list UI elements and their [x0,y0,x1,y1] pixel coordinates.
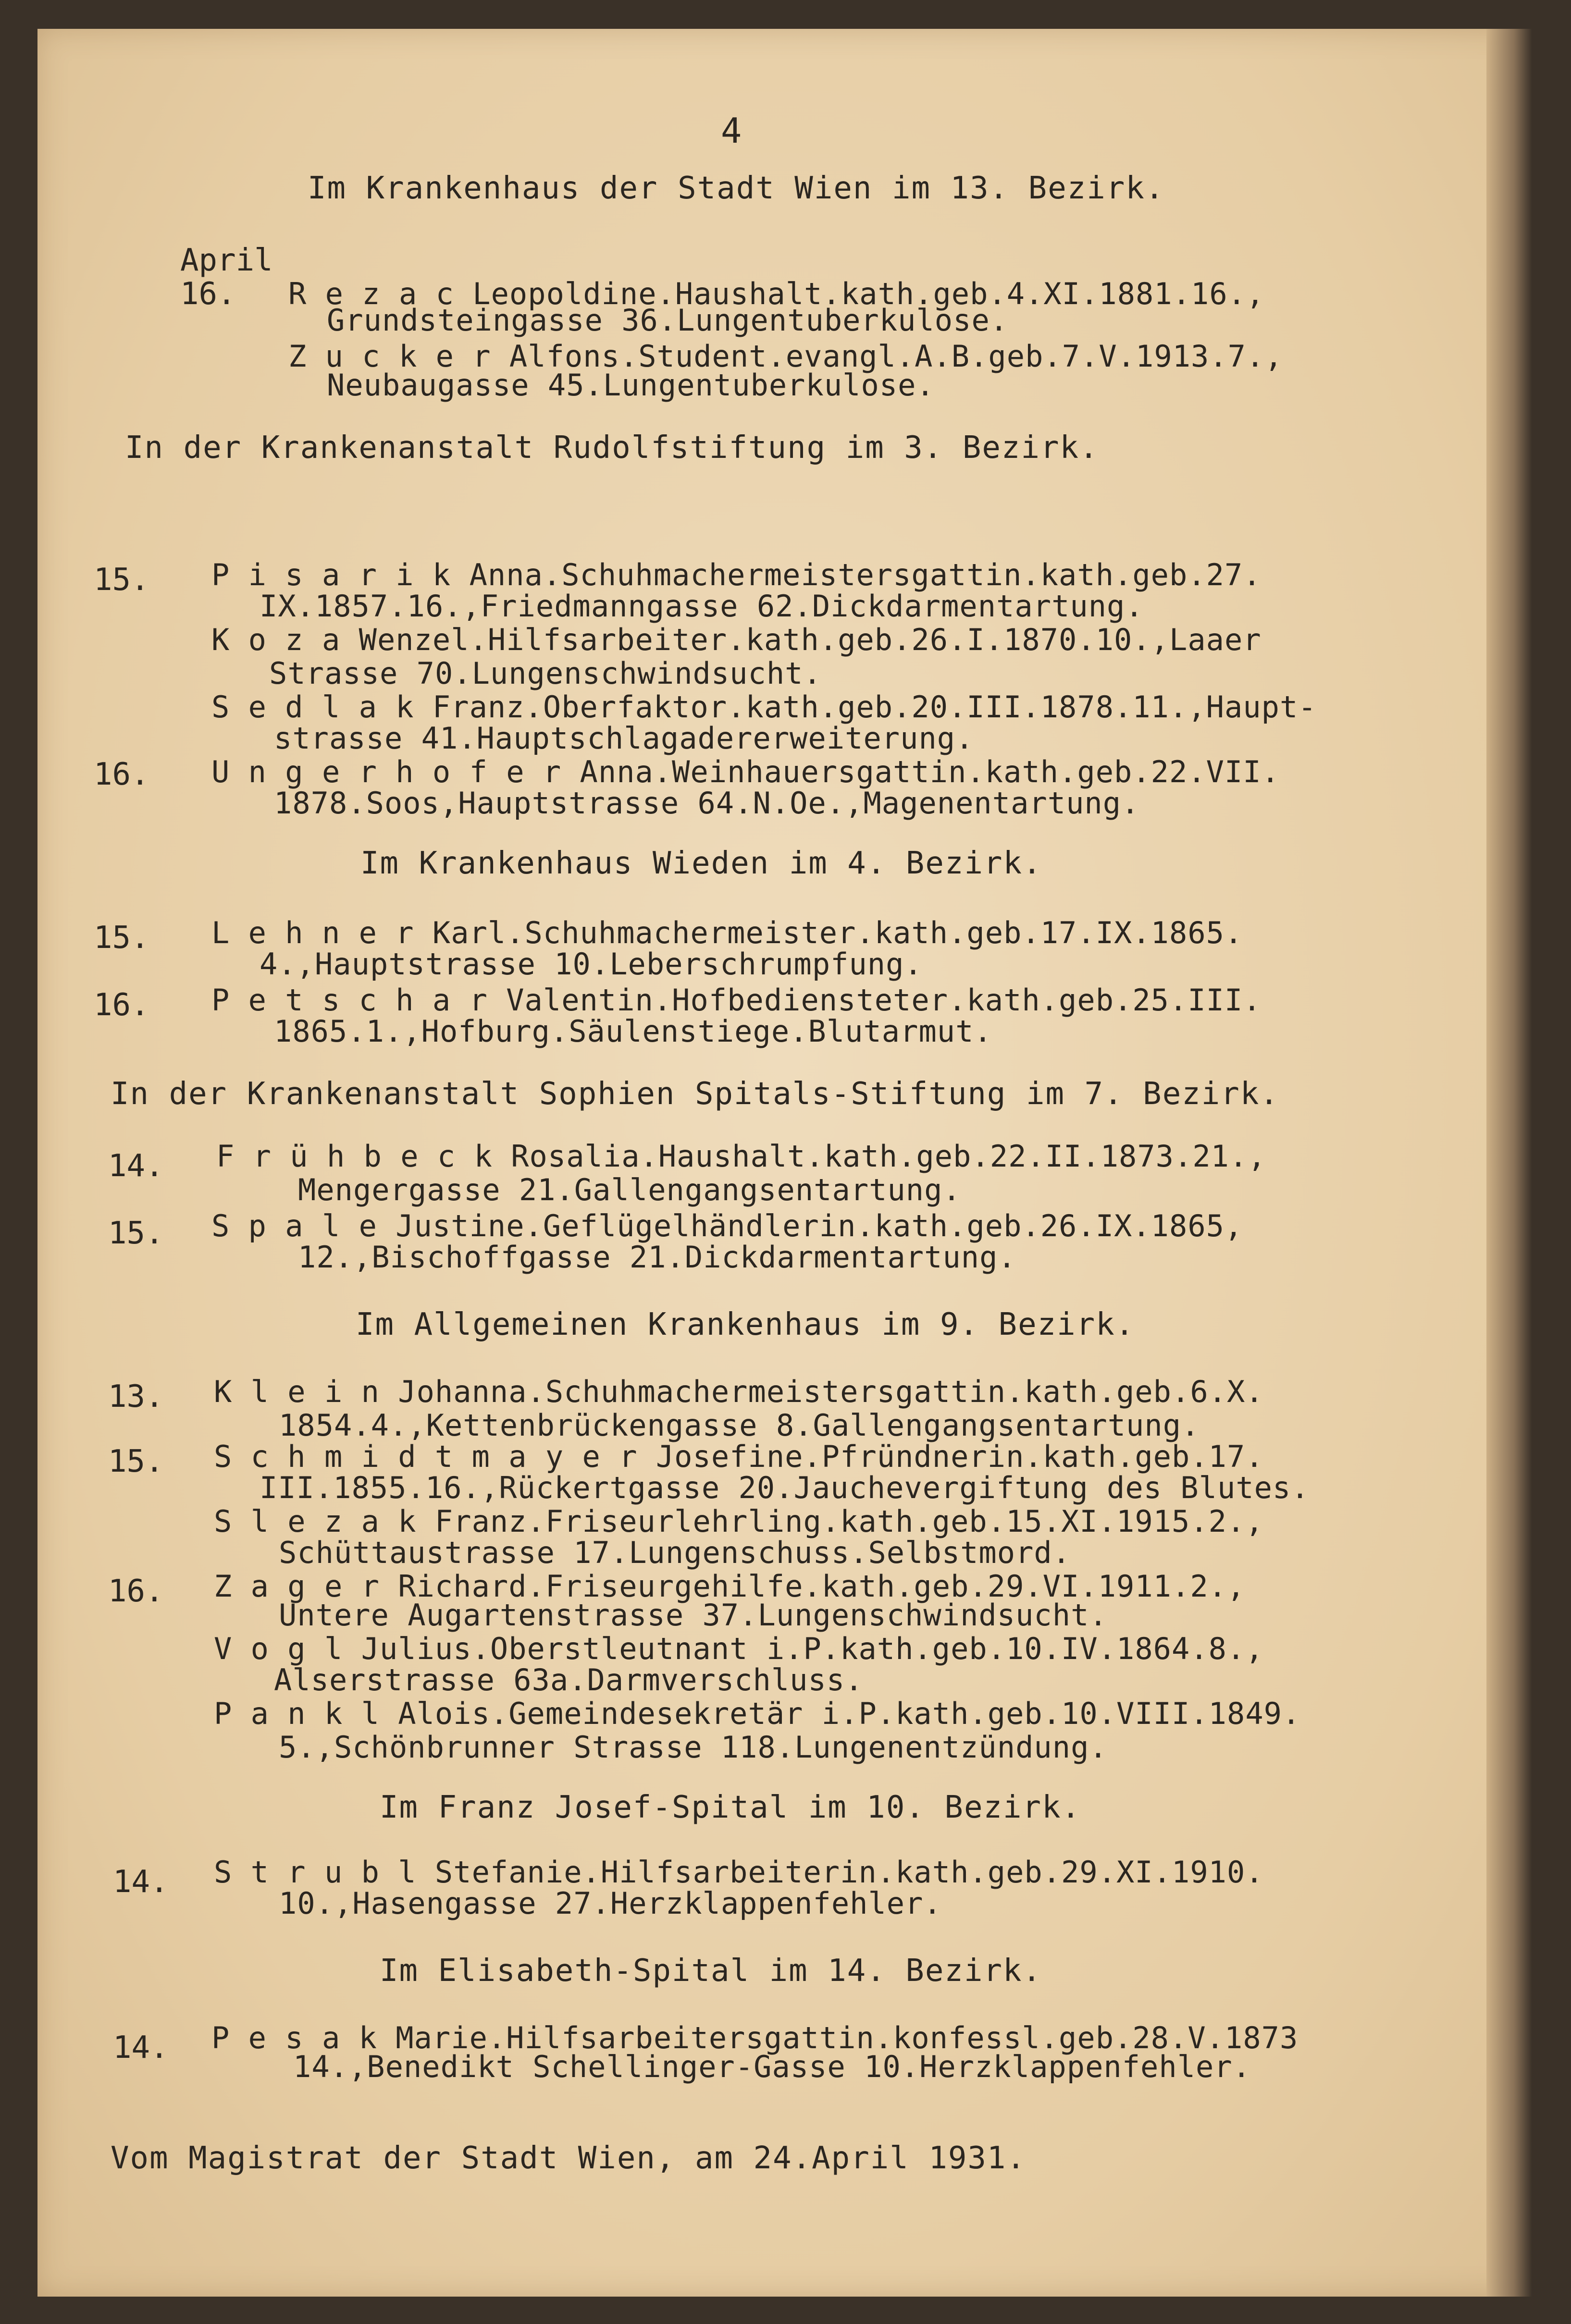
section-heading: Im Krankenhaus der Stadt Wien im 13. Bezirk. [308,171,1165,206]
day-label: 15. [94,920,149,956]
record-line: Untere Augartenstrasse 37.Lungenschwindsucht. [279,1598,1108,1633]
page-number: 4 [721,111,742,151]
record-line: Grundsteingasse 36.Lungentuberkulose. [327,303,1009,338]
record-line: IX.1857.16.,Friedmanngasse 62.Dickdarmentartung. [260,589,1144,624]
day-label: 15. [94,562,149,598]
record-line: S p a l e Justine.Geflügelhändlerin.kath.geb.26.IX.1865, [211,1208,1243,1243]
day-label: 16. [108,1574,164,1609]
record-line: S t r u b l Stefanie.Hilfsarbeiterin.kath.geb.29.XI.1910. [214,1855,1264,1890]
record-line: P i s a r i k Anna.Schuhmachermeistersgattin.kath.geb.27. [211,557,1262,592]
month-label: April [180,243,273,278]
section-heading: In der Krankenanstalt Rudolfstiftung im 3. Bezirk. [125,430,1099,466]
record-line: 4.,Hauptstrasse 10.Leberschrumpfung. [260,947,923,982]
section-heading: Im Elisabeth-Spital im 14. Bezirk. [380,1953,1042,1989]
record-line: Strasse 70.Lungenschwindsucht. [269,656,822,691]
record-line: K o z a Wenzel.Hilfsarbeiter.kath.geb.26.I.1870.10.,Laaer [211,622,1262,657]
day-label: 16. [94,757,149,792]
day-label: 14. [113,1864,169,1900]
record-line: S e d l a k Franz.Oberfaktor.kath.geb.20.III.1878.11.,Haupt- [211,689,1317,725]
record-line: 5.,Schönbrunner Strasse 118.Lungenentzündung. [279,1730,1108,1765]
section-heading: Im Franz Josef-Spital im 10. Bezirk. [380,1790,1081,1825]
day-label: 14. [113,2030,169,2066]
record-line: S c h m i d t m a y e r Josefine.Pfründnerin.kath.geb.17. [214,1439,1264,1474]
record-line: 12.,Bischoffgasse 21.Dickdarmentartung. [298,1240,1016,1275]
page-gutter-shadow [1486,29,1532,2297]
day-label: 15. [108,1444,164,1479]
record-line: L e h n e r Karl.Schuhmachermeister.kath.geb.17.IX.1865. [211,915,1243,950]
record-line: 1865.1.,Hofburg.Säulenstiege.Blutarmut. [274,1014,992,1049]
day-label: 14. [108,1148,164,1184]
record-line: Neubaugasse 45.Lungentuberkulose. [327,368,935,403]
section-heading: In der Krankenanstalt Sophien Spitals-Stiftung im 7. Bezirk. [111,1076,1279,1112]
record-line: K l e i n Johanna.Schuhmachermeistersgattin.kath.geb.6.X. [214,1374,1264,1409]
day-label: 15. [108,1216,164,1251]
record-line: Z u c k e r Alfons.Student.evangl.A.B.geb.7.V.1913.7., [288,339,1283,374]
record-line: F r ü h b e c k Rosalia.Haushalt.kath.geb.22.II.1873.21., [216,1139,1266,1174]
section-heading: Im Allgemeinen Krankenhaus im 9. Bezirk. [356,1307,1135,1342]
footer-signature-line: Vom Magistrat der Stadt Wien, am 24.April 1931. [111,2140,1026,2176]
record-line: 1854.4.,Kettenbrückengasse 8.Gallengangsentartung. [279,1408,1200,1443]
record-line: P e s a k Marie.Hilfsarbeitersgattin.konfessl.geb.28.V.1873 [211,2020,1299,2055]
record-line: Mengergasse 21.Gallengangsentartung. [298,1172,961,1207]
record-line: Schüttaustrasse 17.Lungenschuss.Selbstmord. [279,1535,1071,1570]
day-label: 16. [94,987,149,1023]
record-line: U n g e r h o f e r Anna.Weinhauersgattin.kath.geb.22.VII. [211,754,1280,789]
record-line: 10.,Hasengasse 27.Herzklappenfehler. [279,1886,942,1921]
record-line: P a n k l Alois.Gemeindesekretär i.P.kath.geb.10.VIII.1849. [214,1696,1301,1731]
record-line: V o g l Julius.Oberstleutnant i.P.kath.geb.10.IV.1864.8., [214,1631,1264,1666]
day-label: 16. [180,276,236,312]
record-line: 14.,Benedikt Schellinger-Gasse 10.Herzklappenfehler. [293,2049,1251,2084]
day-label: 13. [108,1379,164,1414]
record-line: R e z a c Leopoldine.Haushalt.kath.geb.4.XI.1881.16., [288,276,1265,311]
record-line: Z a g e r Richard.Friseurgehilfe.kath.geb.29.VI.1911.2., [214,1569,1246,1604]
section-heading: Im Krankenhaus Wieden im 4. Bezirk. [360,846,1042,881]
record-line: Alserstrasse 63a.Darmverschluss. [274,1662,864,1697]
record-line: III.1855.16.,Rückertgasse 20.Jauchevergiftung des Blutes. [260,1470,1310,1505]
record-line: P e t s c h a r Valentin.Hofbediensteter.kath.geb.25.III. [211,983,1262,1018]
record-line: 1878.Soos,Hauptstrasse 64.N.Oe.,Magenentartung. [274,786,1140,821]
record-line: S l e z a k Franz.Friseurlehrling.kath.geb.15.XI.1915.2., [214,1504,1264,1539]
record-line: strasse 41.Hauptschlagadererweiterung. [274,721,974,756]
